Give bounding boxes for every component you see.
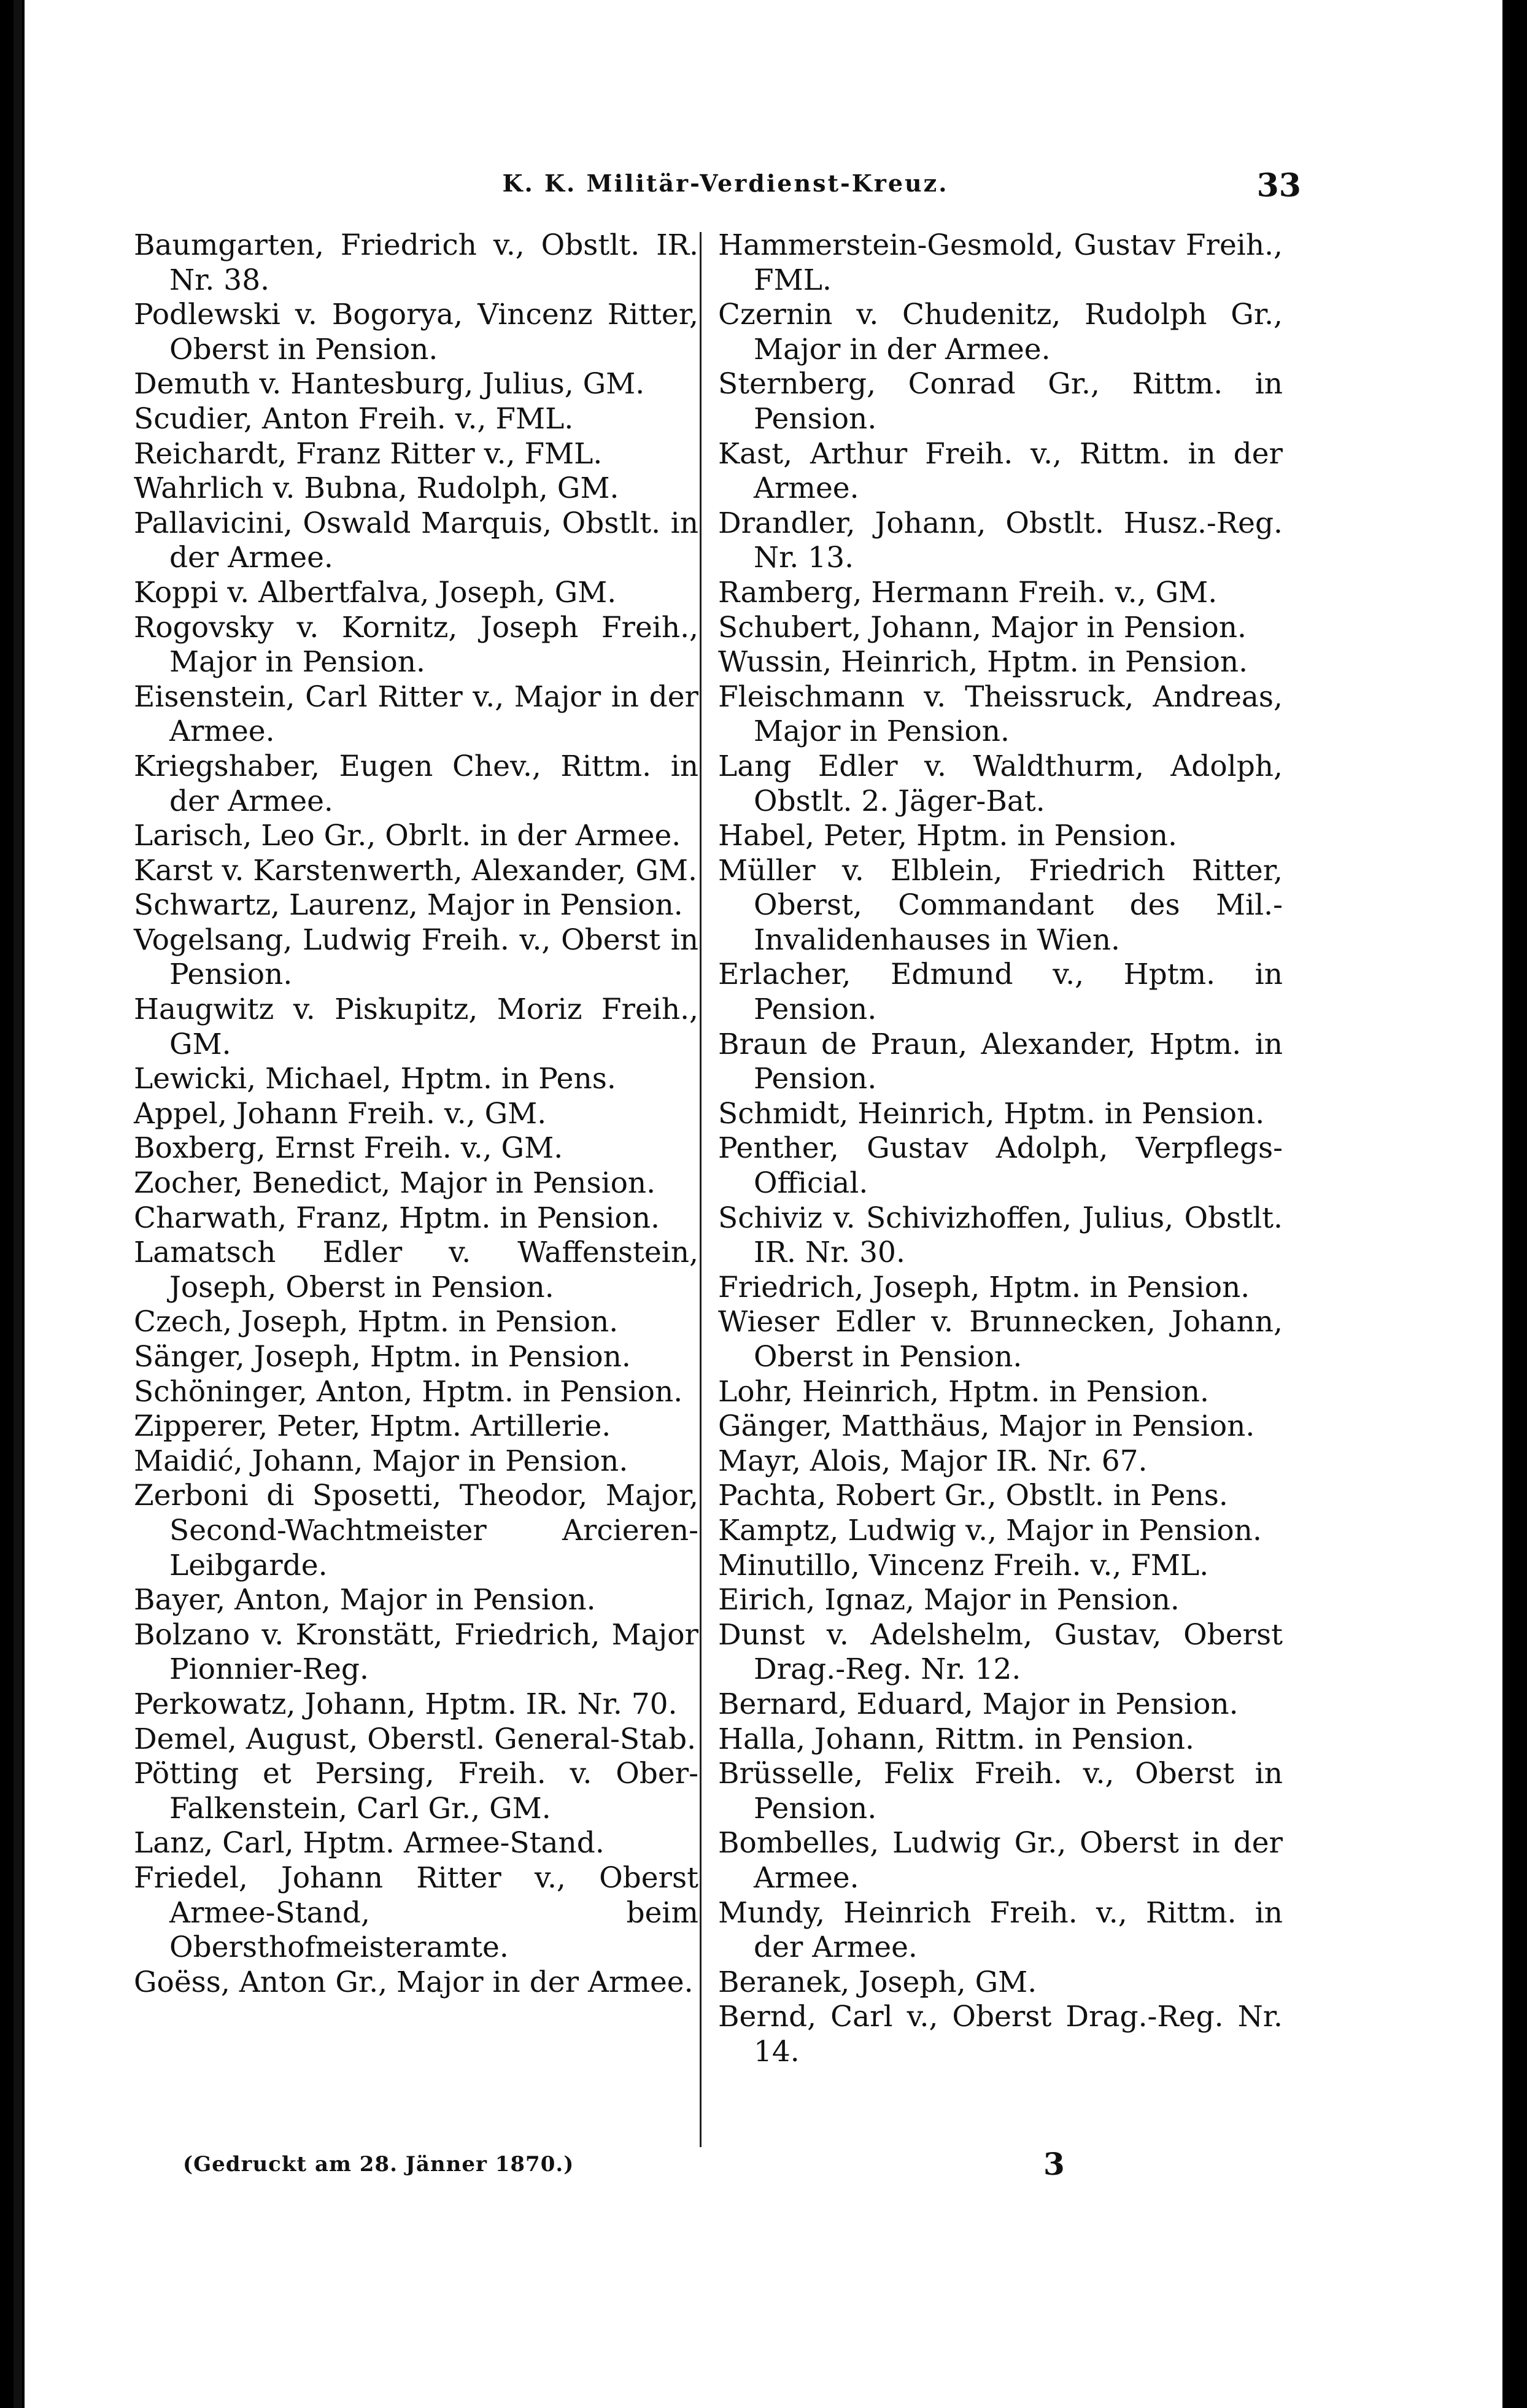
list-entry: Bayer, Anton, Major in Pension. [134,1583,596,1617]
list-entry: Bernard, Eduard, Major in Pension. [718,1687,1239,1721]
list-entry: Mayr, Alois, Major IR. Nr. 67. [718,1444,1148,1478]
list-entry: Vogelsang, Ludwig Freih. v., Oberst in Pension. [134,923,698,992]
list-entry: Lanz, Carl, Hptm. Armee-Stand. [134,1826,605,1860]
list-entry: Bernd, Carl v., Oberst Drag.-Reg. Nr. 14. [718,2000,1283,2069]
list-entry: Braun de Praun, Alexander, Hptm. in Pension. [718,1027,1283,1096]
list-entry: Minutillo, Vincenz Freih. v., FML. [718,1548,1209,1582]
list-entry: Hammerstein-Gesmold, Gustav Freih., FML. [718,228,1283,297]
list-entry: Baumgarten, Friedrich v., Obstlt. IR. Nr. 38. [134,228,698,297]
list-entry: Pallavicini, Oswald Marquis, Obstlt. in der Armee. [134,506,698,575]
list-entry: Koppi v. Albertfalva, Joseph, GM. [134,575,617,610]
list-entry: Sänger, Joseph, Hptm. in Pension. [134,1340,631,1374]
list-entry: Bolzano v. Kronstätt, Friedrich, Major Pionnier-Reg. [134,1617,698,1687]
list-entry: Podlewski v. Bogorya, Vincenz Ritter, Oberst in Pension. [134,298,698,366]
list-entry: Beranek, Joseph, GM. [718,1965,1037,1999]
list-entry: Karst v. Karstenwerth, Alexander, GM. [134,853,697,888]
list-entry: Lamatsch Edler v. Waffenstein, Joseph, Oberst in Pension. [134,1236,698,1304]
list-entry: Lewicki, Michael, Hptm. in Pens. [134,1062,616,1096]
list-entry: Bombelles, Ludwig Gr., Oberst in der Armee. [718,1826,1283,1895]
list-entry: Schiviz v. Schivizhoffen, Julius, Obstlt. IR. Nr. 30. [718,1201,1283,1270]
list-entry: Wieser Edler v. Brunnecken, Johann, Oberst in Pension. [718,1305,1283,1374]
list-entry: Schwartz, Laurenz, Major in Pension. [134,888,683,923]
list-entry: Reichardt, Franz Ritter v., FML. [134,436,603,471]
right-column [718,228,1283,2069]
list-entry: Wahrlich v. Bubna, Rudolph, GM. [134,471,619,506]
list-entry: Lang Edler v. Waldthurm, Adolph, Obstlt. 2. Jäger-Bat. [718,749,1283,818]
print-date-note: (Gedruckt am 28. Jänner 1870.) [183,2152,574,2177]
list-entry: Erlacher, Edmund v., Hptm. in Pension. [718,958,1283,1027]
list-entry: Czech, Joseph, Hptm. in Pension. [134,1305,619,1339]
list-entry: Eisenstein, Carl Ritter v., Major in der Armee. [134,679,698,749]
list-entry: Penther, Gustav Adolph, Verpflegs-Official. [718,1131,1283,1201]
list-entry: Demuth v. Hantesburg, Julius, GM. [134,367,645,401]
list-entry: Larisch, Leo Gr., Obrlt. in der Armee. [134,819,681,853]
list-entry: Sternberg, Conrad Gr., Rittm. in Pension. [718,367,1283,436]
list-entry: Boxberg, Ernst Freih. v., GM. [134,1131,563,1166]
list-entry: Gänger, Matthäus, Major in Pension. [718,1409,1255,1444]
list-entry: Dunst v. Adelshelm, Gustav, Oberst Drag.-Reg. Nr. 12. [718,1617,1283,1687]
list-entry: Kast, Arthur Freih. v., Rittm. in der Armee. [718,436,1283,506]
scan-border-left [14,0,22,2408]
list-entry: Halla, Johann, Rittm. in Pension. [718,1722,1194,1756]
list-entry: Perkowatz, Johann, Hptm. IR. Nr. 70. [134,1687,678,1721]
list-entry: Müller v. Elblein, Friedrich Ritter, Oberst, Commandant des Mil.-Invalidenhauses in Wien. [718,853,1283,957]
list-entry: Wussin, Heinrich, Hptm. in Pension. [718,645,1248,679]
list-entry: Schöninger, Anton, Hptm. in Pension. [134,1374,683,1409]
list-entry: Habel, Peter, Hptm. in Pension. [718,819,1177,853]
column-divider [700,232,702,2147]
list-entry: Drandler, Johann, Obstlt. Husz.-Reg. Nr. 13. [718,506,1283,575]
signature-mark: 3 [1043,2146,1065,2182]
list-entry: Schmidt, Heinrich, Hptm. in Pension. [718,1096,1265,1131]
list-entry: Friedrich, Joseph, Hptm. in Pension. [718,1270,1250,1304]
list-entry: Pachta, Robert Gr., Obstlt. in Pens. [718,1479,1228,1513]
list-entry: Kamptz, Ludwig v., Major in Pension. [718,1513,1262,1547]
list-entry: Kriegshaber, Eugen Chev., Rittm. in der Armee. [134,749,698,818]
list-entry: Zerboni di Sposetti, Theodor, Major, Second-Wachtmeister Arcieren-Leibgarde. [134,1479,698,1582]
page-number: 33 [1256,167,1301,204]
list-entry: Demel, August, Oberstl. General-Stab. [134,1722,697,1756]
list-entry: Friedel, Johann Ritter v., Oberst Armee-Stand, beim Obersthofmeisteramte. [134,1860,698,1965]
list-entry: Czernin v. Chudenitz, Rudolph Gr., Major in der Armee. [718,298,1283,366]
list-entry: Ramberg, Hermann Freih. v., GM. [718,575,1218,610]
list-entry: Mundy, Heinrich Freih. v., Rittm. in der Armee. [718,1895,1283,1965]
list-entry: Goëss, Anton Gr., Major in der Armee. [134,1965,694,1999]
running-header: K. K. Militär-Verdienst-Kreuz. [502,169,949,197]
list-entry: Rogovsky v. Kornitz, Joseph Freih., Major in Pension. [134,610,698,679]
list-entry: Charwath, Franz, Hptm. in Pension. [134,1201,660,1235]
scan-border-right [1502,0,1527,2408]
list-entry: Appel, Johann Freih. v., GM. [134,1096,547,1131]
list-entry: Pötting et Persing, Freih. v. Ober-Falkenstein, Carl Gr., GM. [134,1757,698,1825]
list-entry: Haugwitz v. Piskupitz, Moriz Freih., GM. [134,993,698,1061]
list-entry: Fleischmann v. Theissruck, Andreas, Major in Pension. [718,679,1283,749]
list-entry: Zocher, Benedict, Major in Pension. [134,1166,656,1201]
list-entry: Lohr, Heinrich, Hptm. in Pension. [718,1374,1209,1409]
list-entry: Maidić, Johann, Major in Pension. [134,1444,628,1478]
list-entry: Eirich, Ignaz, Major in Pension. [718,1583,1180,1617]
list-entry: Scudier, Anton Freih. v., FML. [134,401,574,436]
document-page [25,0,1510,2408]
list-entry: Schubert, Johann, Major in Pension. [718,610,1247,645]
list-entry: Brüsselle, Felix Freih. v., Oberst in Pension. [718,1757,1283,1825]
left-column [134,228,698,2000]
list-entry: Zipperer, Peter, Hptm. Artillerie. [134,1409,611,1444]
